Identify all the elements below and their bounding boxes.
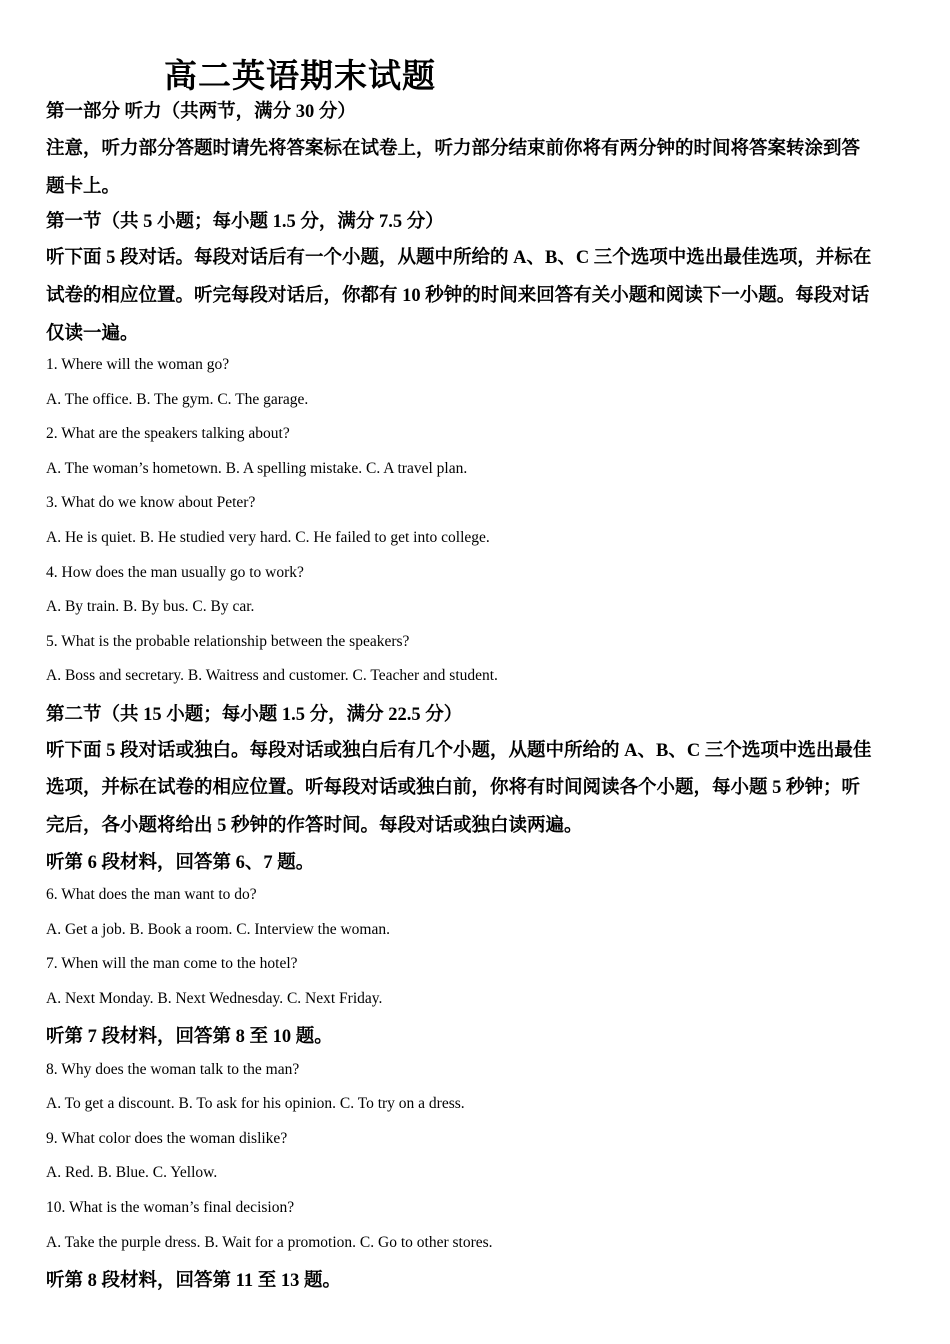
question-4: 4. How does the man usually go to work?: [46, 564, 304, 581]
question-6: 6. What does the man want to do?: [46, 886, 257, 903]
question-2-options: A. The woman’s hometown. B. A spelling mistake. C. A travel plan.: [46, 460, 468, 477]
question-8-options: A. To get a discount. B. To ask for his opinion. C. To try on a dress.: [46, 1095, 465, 1112]
question-1: 1. Where will the woman go?: [46, 356, 230, 373]
question-9: 9. What color does the woman dislike?: [46, 1130, 288, 1147]
question-2: 2. What are the speakers talking about?: [46, 425, 290, 442]
section1-heading: 第一节（共 5 小题；每小题 1.5 分，满分 7.5 分）: [46, 212, 444, 232]
question-1-options: A. The office. B. The gym. C. The garage.: [46, 391, 309, 408]
material8-heading: 听第 8 段材料，回答第 11 至 13 题。: [46, 1271, 341, 1291]
question-7: 7. When will the man come to the hotel?: [46, 955, 298, 972]
question-5-options: A. Boss and secretary. B. Waitress and customer. C. Teacher and student.: [46, 667, 498, 684]
question-4-options: A. By train. B. By bus. C. By car.: [46, 598, 255, 615]
question-6-options: A. Get a job. B. Book a room. C. Interview the woman.: [46, 921, 390, 938]
question-8: 8. Why does the woman talk to the man?: [46, 1061, 300, 1078]
section2-heading: 第二节（共 15 小题；每小题 1.5 分，满分 22.5 分）: [46, 705, 463, 725]
question-10-options: A. Take the purple dress. B. Wait for a promotion. C. Go to other stores.: [46, 1234, 493, 1251]
page-title: 高二英语期末试题: [164, 59, 436, 95]
question-7-options: A. Next Monday. B. Next Wednesday. C. Next Friday.: [46, 990, 383, 1007]
section2-instruction-1: 听下面 5 段对话或独白。每段对话或独白后有几个小题，从题中所给的 A、B、C 三个选项中选出最佳: [46, 741, 872, 761]
section1-instruction-3: 仅读一遍。: [46, 324, 139, 344]
question-10: 10. What is the woman’s final decision?: [46, 1199, 295, 1216]
question-3: 3. What do we know about Peter?: [46, 494, 256, 511]
section1-instruction-2: 试卷的相应位置。听完每段对话后，你都有 10 秒钟的时间来回答有关小题和阅读下一小题。每段对话: [46, 286, 870, 306]
section2-instruction-3: 完后，各小题将给出 5 秒钟的作答时间。每段对话或独白读两遍。: [46, 816, 583, 836]
question-9-options: A. Red. B. Blue. C. Yellow.: [46, 1164, 218, 1181]
section2-instruction-2: 选项，并标在试卷的相应位置。听每段对话或独白前，你将有时间阅读各个小题，每小题 5 秒钟；听: [46, 778, 861, 798]
material7-heading: 听第 7 段材料，回答第 8 至 10 题。: [46, 1027, 333, 1047]
notice-line-2: 题卡上。: [46, 177, 121, 197]
material6-heading: 听第 6 段材料，回答第 6、7 题。: [46, 853, 315, 873]
notice-line-1: 注意，听力部分答题时请先将答案标在试卷上，听力部分结束前你将有两分钟的时间将答案转涂到答: [46, 139, 861, 159]
question-5: 5. What is the probable relationship between the speakers?: [46, 633, 410, 650]
section1-instruction-1: 听下面 5 段对话。每段对话后有一个小题，从题中所给的 A、B、C 三个选项中选出最佳选项，并标在: [46, 248, 872, 268]
part1-heading: 第一部分 听力（共两节，满分 30 分）: [46, 102, 356, 122]
question-3-options: A. He is quiet. B. He studied very hard. C. He failed to get into college.: [46, 529, 490, 546]
